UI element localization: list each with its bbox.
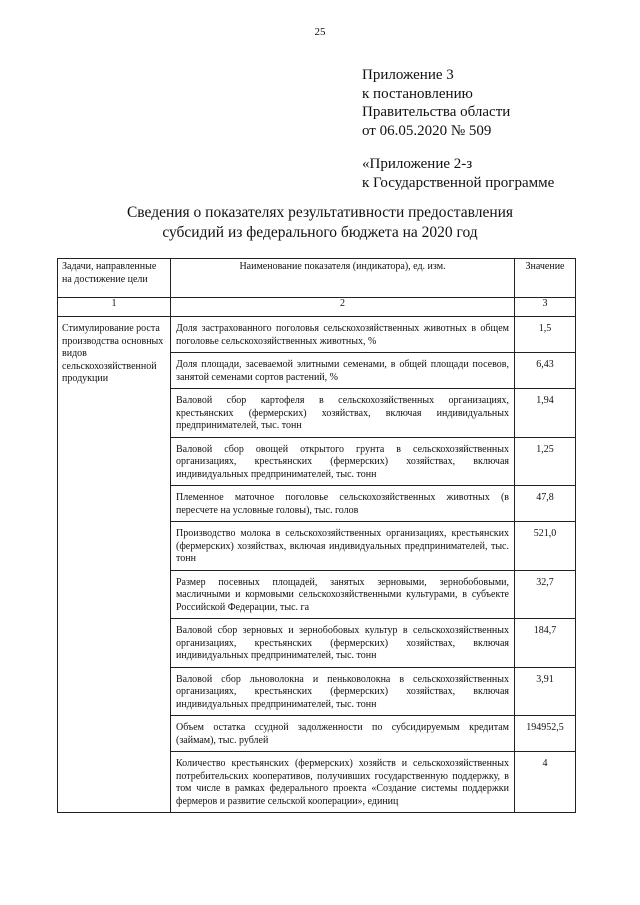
header-indicator: Наименование показателя (индикатора), ед. изм.: [171, 259, 515, 298]
value-cell: 3,91: [515, 667, 576, 716]
header-value: Значение: [515, 259, 576, 298]
table-header-row: [58, 259, 576, 298]
value-cell: 1,25: [515, 437, 576, 486]
indicators-table: [57, 258, 576, 813]
indicator-cell: Количество крестьянских (фермерских) хозяйств и сельскохозяйственных потребительских кооперативов, получивших государственную поддержку, в том числе в рамках федерального проекта «Создание системы поддержки фермеров и развитие сельской кооперации», единиц: [171, 752, 515, 813]
appendix-line: от 06.05.2020 № 509: [362, 122, 492, 139]
indicator-cell: Объем остатка ссудной задолженности по субсидируемым кредитам (займам), тыс. рублей: [171, 716, 515, 752]
value-cell: 4: [515, 752, 576, 813]
appendix-line: к Государственной программе: [362, 174, 555, 191]
title-line: Сведения о показателях результативности предоставления: [126, 204, 514, 221]
title-line: субсидий из федерального бюджета на 2020 год: [162, 224, 478, 241]
indicator-cell: Производство молока в сельскохозяйственных организациях, крестьянских (фермерских) хозяйствах, включая индивидуальных предпринимателей, тыс. тонн: [171, 522, 515, 571]
program-appendix-reference: [362, 155, 554, 192]
header-tasks: Задачи, направленные на достижение цели: [58, 259, 171, 298]
indicator-cell: Доля застрахованного поголовья сельскохозяйственных животных в общем поголовье сельскохозяйственных животных, %: [171, 317, 515, 353]
value-cell: 1,5: [515, 317, 576, 353]
document-title: [0, 203, 640, 243]
indicator-cell: Племенное маточное поголовье сельскохозяйственных животных (в пересчете на условные головы), тыс. голов: [171, 486, 515, 522]
indicator-cell: Валовой сбор зерновых и зернобобовых культур в сельскохозяйственных организациях, крестьянских (фермерских) хозяйствах, включая индивидуальных предпринимателей, тыс. тонн: [171, 619, 515, 668]
column-numbers-row: [58, 298, 576, 317]
task-cell: Стимулирование роста производства основных видов сельскохозяйственной продукции: [58, 317, 171, 813]
indicator-cell: Валовой сбор льноволокна и пеньковолокна в сельскохозяйственных организациях, крестьянских (фермерских) хозяйствах, включая индивидуальных предпринимателей, тыс. тонн: [171, 667, 515, 716]
value-cell: 47,8: [515, 486, 576, 522]
appendix-line: Правительства области: [362, 104, 511, 120]
appendix-line: к постановлению: [362, 85, 473, 102]
page-number: 25: [314, 26, 326, 38]
indicator-cell: Размер посевных площадей, занятых зерновыми, зернобобовыми, масличными и кормовыми сельскохозяйственными культурами, в субъекте Российской Федерации, тыс. га: [171, 570, 515, 619]
value-cell: 6,43: [515, 353, 576, 389]
appendix-line: Приложение 3: [362, 67, 454, 83]
value-cell: 521,0: [515, 522, 576, 571]
column-number: 2: [171, 298, 515, 317]
indicator-cell: Валовой сбор овощей открытого грунта в сельскохозяйственных организациях, крестьянских (фермерских) хозяйствах, включая индивидуальных предпринимателей, тыс. тонн: [171, 437, 515, 486]
column-number: 1: [58, 298, 171, 317]
value-cell: 184,7: [515, 619, 576, 668]
column-number: 3: [515, 298, 576, 317]
indicator-cell: Доля площади, засеваемой элитными семенами, в общей площади посевов, занятой семенами сортов растений, %: [171, 353, 515, 389]
appendix-line: «Приложение 2-з: [362, 156, 473, 172]
value-cell: 1,94: [515, 389, 576, 438]
value-cell: 32,7: [515, 570, 576, 619]
appendix-reference: [362, 66, 510, 140]
value-cell: 194952,5: [515, 716, 576, 752]
table-row: [58, 317, 576, 353]
indicator-cell: Валовой сбор картофеля в сельскохозяйственных организациях, крестьянских (фермерских) хозяйствах, включая индивидуальных предпринимателей, тыс. тонн: [171, 389, 515, 438]
